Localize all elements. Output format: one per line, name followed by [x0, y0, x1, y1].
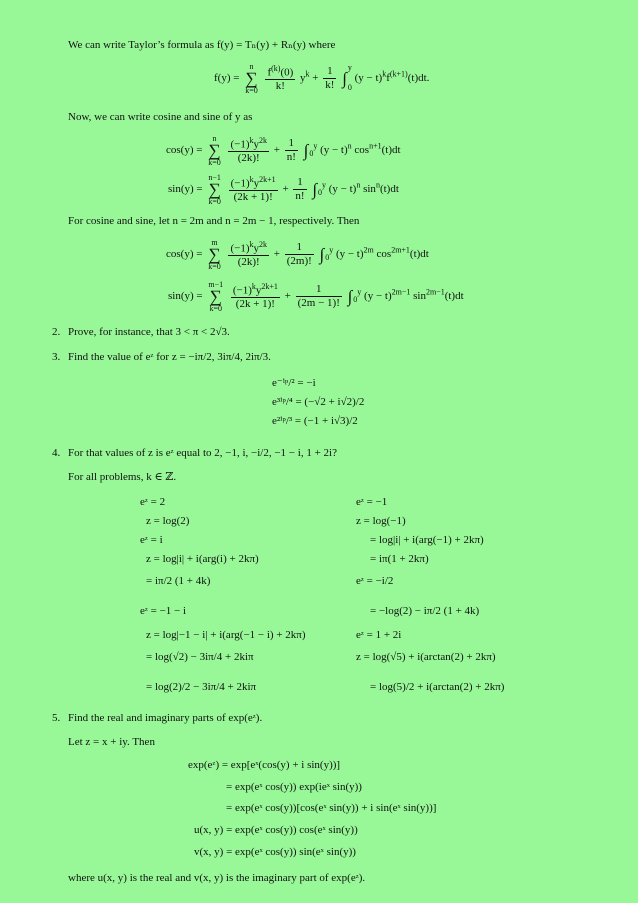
problem-2-number: 2. [52, 326, 61, 338]
p4-right-1: eᶻ = −1 [356, 496, 388, 508]
p4-left-2: z = log(2) [146, 515, 190, 527]
p4-left-4: z = log|i| + i(arg(i) + 2kπ) [146, 553, 259, 565]
p4-left-9: = log(2)/2 − 3iπ/4 + 2kiπ [146, 681, 257, 693]
p4-left-7: z = log|−1 − i| + i(arg(−1 − i) + 2kπ) [146, 629, 306, 641]
p5-line-3: = exp(eˣ cos(y))[cos(eˣ sin(y)) + i sin(eˣ sin(y))] [226, 802, 437, 814]
problem-4-number: 4. [52, 447, 61, 459]
taylor-formula: f(y) = n ∑ k=0 $\frac{f^{(k)}(0)}{k!}$ $y^k$ + $\frac{1}{k!}$ $\int_0^y$ $(y - t)^kf^{(k+1)}(t)dt$. [214, 62, 430, 95]
p3-eq3: e²ⁱᵖ/³ = (−1 + i√3)/2 [272, 415, 358, 427]
p4-right-8: z = log(√5) + i(arctan(2) + 2kπ) [356, 651, 496, 663]
p4-right-3: = log|i| + i(arg(−1) + 2kπ) [370, 534, 484, 546]
sin-taylor-formula: sin(y) = n−1 ∑ k=0 $\frac{(-1)^ky^{2k+1}}{(2k + 1)!}$ + $\frac{1}{n!}$ $\int_0^y$ $(y - t)^n$ $\sin^n(t)dt$ [168, 173, 399, 206]
p3-eq2: e³ⁱᵖ/⁴ = (−√2 + i√2)/2 [272, 396, 365, 408]
problem-5-text: Find the real and imaginary parts of exp(eᶻ). [68, 712, 263, 724]
p4-left-8: = log(√2) − 3iπ/4 + 2kiπ [146, 651, 254, 663]
cos-sin-intro-text: Now, we can write cosine and sine of y as [68, 111, 253, 123]
p4-left-1: eᶻ = 2 [140, 496, 166, 508]
p5-line-2: = exp(eˣ cos(y)) exp(ieˣ sin(y)) [226, 781, 362, 793]
problem-5-number: 5. [52, 712, 61, 724]
p4-right-6: = −log(2) − iπ/2 (1 + 4k) [370, 605, 480, 617]
p4-right-4: = iπ(1 + 2kπ) [370, 553, 429, 565]
p4-left-5: = iπ/2 (1 + 4k) [146, 575, 211, 587]
sin-formula-m: sin(y) = m−1 ∑ k=0 $\frac{(-1)^ky^{2k+1}}{(2k + 1)!}$ + $\frac{1}{(2m - 1)!}$ $\int_0^y$ $(y - t)^{2m-1}$ $\sin^{2m-1}(t)dt$ [168, 280, 464, 313]
p5-line-5: v(x, y) = exp(eˣ cos(y)) sin(eˣ sin(y)) [194, 846, 356, 858]
problem-2-text: Prove, for instance, that 3 < π < 2√3. [68, 326, 230, 338]
p5-line-1: exp(eᶻ) = exp[eˣ(cos(y) + i sin(y))] [188, 759, 341, 771]
p3-eq1: e⁻ⁱᵖ/² = −i [272, 377, 316, 389]
p4-right-2: z = log(−1) [356, 515, 406, 527]
p4-left-6: eᶻ = −1 − i [140, 605, 187, 617]
p4-note: For all problems, k ∈ ℤ. [68, 471, 177, 483]
substitution-text: For cosine and sine, let n = 2m and n = 2m − 1, respectively. Then [68, 215, 360, 227]
p4-right-9: = log(5)/2 + i(arctan(2) + 2kπ) [370, 681, 505, 693]
problem-4-text: For that values of z is eᶻ equal to 2, −1, i, −i/2, −1 − i, 1 + 2i? [68, 447, 337, 459]
p4-right-7: eᶻ = 1 + 2i [356, 629, 402, 641]
p5-let: Let z = x + iy. Then [68, 736, 155, 748]
problem-3-number: 3. [52, 351, 61, 363]
p5-line-4: u(x, y) = exp(eˣ cos(y)) cos(eˣ sin(y)) [194, 824, 358, 836]
p4-right-5: eᶻ = −i/2 [356, 575, 394, 587]
taylor-intro-text: We can write Taylor’s formula as f(y) = Tₙ(y) + Rₙ(y) where [68, 39, 336, 51]
cos-taylor-formula: cos(y) = n ∑ k=0 $\frac{(-1)^ky^{2k}}{(2k)!}$ + $\frac{1}{n!}$ $\int_0^y$ $(y - t)^n$ $\cos^{n+1}(t)dt$ [166, 134, 401, 167]
p4-left-3: eᶻ = i [140, 534, 163, 546]
cos-formula-m: cos(y) = m ∑ k=0 $\frac{(-1)^ky^{2k}}{(2k)!}$ + $\frac{1}{(2m)!}$ $\int_0^y$ $(y - t)^{2m}$ $\cos^{2m+1}(t)dt$ [166, 238, 429, 271]
p5-conclusion: where u(x, y) is the real and v(x, y) is the imaginary part of exp(eᶻ). [68, 872, 366, 884]
problem-3-text: Find the value of eᶻ for z = −iπ/2, 3iπ/4, 2iπ/3. [68, 351, 271, 363]
